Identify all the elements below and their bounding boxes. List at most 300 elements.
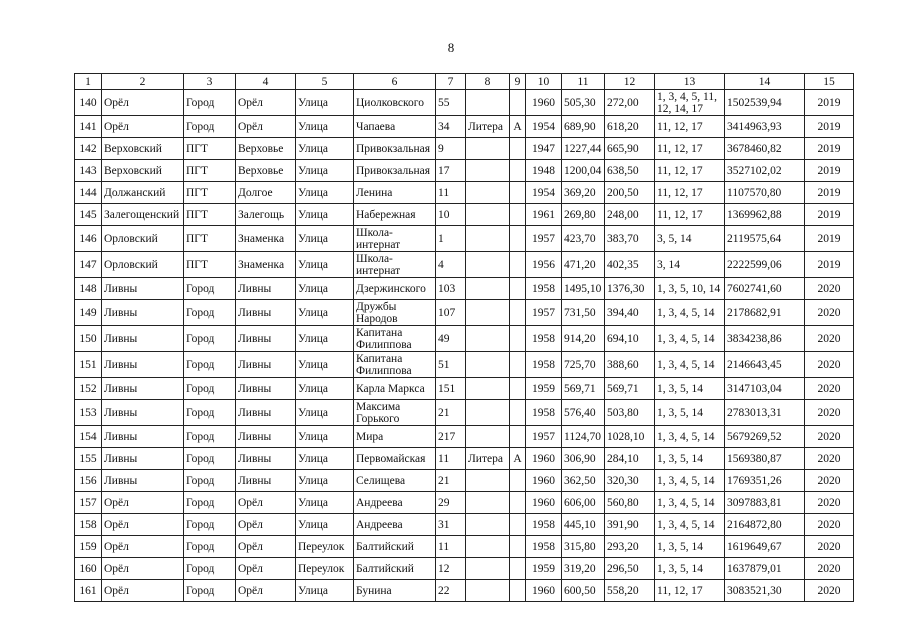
cell-street-name: Балтийский [354, 558, 436, 580]
cell-settlement: Верховье [236, 138, 296, 160]
cell-cost: 2119575,64 [725, 226, 805, 252]
cell-house-number: 49 [436, 326, 466, 352]
cell-settlement: Ливны [236, 400, 296, 426]
cell-settlement-type: Город [184, 400, 236, 426]
cell-house-number: 103 [436, 278, 466, 300]
cell-living-area: 665,90 [605, 138, 655, 160]
cell-row-index: 154 [75, 426, 102, 448]
cell-plan-year: 2019 [805, 226, 854, 252]
cell-settlement-type: Город [184, 580, 236, 602]
cell-plan-year: 2020 [805, 400, 854, 426]
cell-house-number: 10 [436, 204, 466, 226]
cell-district: Орёл [102, 558, 184, 580]
cell-total-area: 600,50 [562, 580, 605, 602]
cell-year-built: 1957 [526, 426, 562, 448]
cell-row-index: 141 [75, 116, 102, 138]
table-row [75, 536, 854, 558]
cell-settlement: Орёл [236, 580, 296, 602]
cell-letter [510, 300, 526, 326]
cell-letter [510, 138, 526, 160]
cell-row-index: 142 [75, 138, 102, 160]
cell-work-types: 1, 3, 4, 5, 11, 12, 14, 17 [655, 90, 725, 116]
cell-letter-label [466, 138, 510, 160]
cell-street-name: Школа-интернат [354, 226, 436, 252]
cell-settlement-type: ПГТ [184, 138, 236, 160]
cell-settlement: Знаменка [236, 226, 296, 252]
cell-settlement-type: Город [184, 492, 236, 514]
page-number: 8 [447, 40, 455, 55]
cell-year-built: 1957 [526, 300, 562, 326]
cell-letter: А [510, 448, 526, 470]
cell-district: Ливны [102, 278, 184, 300]
cell-plan-year: 2020 [805, 580, 854, 602]
cell-house-number: 11 [436, 536, 466, 558]
cell-total-area: 319,20 [562, 558, 605, 580]
cell-district: Ливны [102, 426, 184, 448]
cell-work-types: 1, 3, 5, 14 [655, 558, 725, 580]
cell-living-area: 391,90 [605, 514, 655, 536]
cell-settlement-type: ПГТ [184, 160, 236, 182]
cell-letter-label [466, 580, 510, 602]
cell-house-number: 22 [436, 580, 466, 602]
cell-letter-label [466, 326, 510, 352]
column-number-2: 2 [102, 74, 184, 90]
cell-letter [510, 514, 526, 536]
table-row [75, 160, 854, 182]
cell-settlement-type: Город [184, 514, 236, 536]
cell-district: Ливны [102, 470, 184, 492]
cell-total-area: 1495,10 [562, 278, 605, 300]
cell-work-types: 1, 3, 5, 10, 14 [655, 278, 725, 300]
cell-row-index: 146 [75, 226, 102, 252]
cell-house-number: 11 [436, 182, 466, 204]
cell-house-number: 12 [436, 558, 466, 580]
cell-district: Залегощенский [102, 204, 184, 226]
cell-house-number: 107 [436, 300, 466, 326]
cell-row-index: 140 [75, 90, 102, 116]
cell-letter-label [466, 182, 510, 204]
column-number-4: 4 [236, 74, 296, 90]
column-number-7: 7 [436, 74, 466, 90]
cell-letter [510, 90, 526, 116]
cell-settlement: Орёл [236, 536, 296, 558]
cell-street-type: Улица [296, 378, 354, 400]
cell-settlement: Ливны [236, 426, 296, 448]
cell-row-index: 149 [75, 300, 102, 326]
cell-letter-label [466, 470, 510, 492]
cell-total-area: 569,71 [562, 378, 605, 400]
column-number-6: 6 [354, 74, 436, 90]
cell-row-index: 159 [75, 536, 102, 558]
housing-registry-table [74, 73, 854, 602]
cell-letter [510, 278, 526, 300]
cell-settlement: Орёл [236, 492, 296, 514]
cell-cost: 2146643,45 [725, 352, 805, 378]
cell-living-area: 618,20 [605, 116, 655, 138]
cell-total-area: 1200,04 [562, 160, 605, 182]
column-number-8: 8 [466, 74, 510, 90]
cell-plan-year: 2020 [805, 448, 854, 470]
cell-total-area: 1124,70 [562, 426, 605, 448]
cell-year-built: 1956 [526, 252, 562, 278]
cell-street-type: Улица [296, 492, 354, 514]
cell-total-area: 576,40 [562, 400, 605, 426]
cell-year-built: 1958 [526, 514, 562, 536]
cell-street-name: Максима Горького [354, 400, 436, 426]
table-row [75, 514, 854, 536]
cell-letter [510, 558, 526, 580]
cell-plan-year: 2019 [805, 160, 854, 182]
cell-street-name: Андреева [354, 514, 436, 536]
cell-district: Ливны [102, 400, 184, 426]
cell-district: Орёл [102, 580, 184, 602]
cell-settlement-type: Город [184, 326, 236, 352]
cell-house-number: 29 [436, 492, 466, 514]
cell-year-built: 1948 [526, 160, 562, 182]
cell-work-types: 1, 3, 4, 5, 14 [655, 326, 725, 352]
cell-work-types: 1, 3, 4, 5, 14 [655, 300, 725, 326]
table-row [75, 90, 854, 116]
cell-letter [510, 326, 526, 352]
cell-living-area: 402,35 [605, 252, 655, 278]
cell-cost: 3834238,86 [725, 326, 805, 352]
cell-letter [510, 426, 526, 448]
cell-settlement-type: ПГТ [184, 226, 236, 252]
cell-district: Верховский [102, 138, 184, 160]
cell-street-type: Улица [296, 252, 354, 278]
cell-living-area: 248,00 [605, 204, 655, 226]
cell-cost: 7602741,60 [725, 278, 805, 300]
cell-work-types: 11, 12, 17 [655, 138, 725, 160]
cell-settlement-type: Город [184, 352, 236, 378]
cell-total-area: 423,70 [562, 226, 605, 252]
cell-street-type: Улица [296, 426, 354, 448]
cell-street-name: Андреева [354, 492, 436, 514]
cell-work-types: 3, 14 [655, 252, 725, 278]
cell-settlement-type: ПГТ [184, 182, 236, 204]
cell-house-number: 1 [436, 226, 466, 252]
cell-row-index: 160 [75, 558, 102, 580]
cell-living-area: 320,30 [605, 470, 655, 492]
cell-house-number: 31 [436, 514, 466, 536]
cell-total-area: 269,80 [562, 204, 605, 226]
cell-street-type: Переулок [296, 536, 354, 558]
cell-settlement-type: Город [184, 558, 236, 580]
cell-settlement: Верховье [236, 160, 296, 182]
cell-total-area: 362,50 [562, 470, 605, 492]
column-number-10: 10 [526, 74, 562, 90]
cell-street-type: Улица [296, 226, 354, 252]
cell-settlement-type: Город [184, 378, 236, 400]
cell-work-types: 1, 3, 4, 5, 14 [655, 426, 725, 448]
cell-cost: 3083521,30 [725, 580, 805, 602]
cell-house-number: 55 [436, 90, 466, 116]
cell-letter: А [510, 116, 526, 138]
cell-living-area: 200,50 [605, 182, 655, 204]
cell-district: Орловский [102, 252, 184, 278]
cell-total-area: 725,70 [562, 352, 605, 378]
cell-plan-year: 2020 [805, 278, 854, 300]
cell-work-types: 1, 3, 5, 14 [655, 400, 725, 426]
table-row [75, 448, 854, 470]
cell-row-index: 150 [75, 326, 102, 352]
cell-street-name: Бунина [354, 580, 436, 602]
cell-street-name: Карла Маркса [354, 378, 436, 400]
cell-settlement-type: Город [184, 278, 236, 300]
cell-cost: 3527102,02 [725, 160, 805, 182]
cell-living-area: 383,70 [605, 226, 655, 252]
cell-row-index: 147 [75, 252, 102, 278]
cell-living-area: 293,20 [605, 536, 655, 558]
cell-living-area: 388,60 [605, 352, 655, 378]
cell-work-types: 1, 3, 4, 5, 14 [655, 470, 725, 492]
cell-street-type: Улица [296, 470, 354, 492]
cell-total-area: 369,20 [562, 182, 605, 204]
cell-settlement: Залегощь [236, 204, 296, 226]
cell-letter-label [466, 90, 510, 116]
cell-cost: 3097883,81 [725, 492, 805, 514]
cell-living-area: 272,00 [605, 90, 655, 116]
cell-street-name: Балтийский [354, 536, 436, 558]
table-row [75, 300, 854, 326]
cell-settlement: Орёл [236, 90, 296, 116]
cell-living-area: 503,80 [605, 400, 655, 426]
cell-year-built: 1954 [526, 116, 562, 138]
cell-street-name: Дружбы Народов [354, 300, 436, 326]
cell-cost: 1637879,01 [725, 558, 805, 580]
cell-year-built: 1960 [526, 90, 562, 116]
cell-settlement: Ливны [236, 326, 296, 352]
cell-plan-year: 2019 [805, 116, 854, 138]
cell-cost: 3147103,04 [725, 378, 805, 400]
cell-plan-year: 2019 [805, 204, 854, 226]
cell-year-built: 1960 [526, 448, 562, 470]
cell-street-name: Чапаева [354, 116, 436, 138]
cell-plan-year: 2020 [805, 558, 854, 580]
cell-work-types: 1, 3, 5, 14 [655, 448, 725, 470]
cell-street-type: Улица [296, 278, 354, 300]
cell-street-type: Улица [296, 300, 354, 326]
cell-street-name: Селищева [354, 470, 436, 492]
cell-street-name: Дзержинского [354, 278, 436, 300]
cell-letter-label [466, 160, 510, 182]
cell-work-types: 11, 12, 17 [655, 204, 725, 226]
cell-cost: 1369962,88 [725, 204, 805, 226]
cell-settlement: Ливны [236, 378, 296, 400]
cell-living-area: 638,50 [605, 160, 655, 182]
cell-letter-label [466, 278, 510, 300]
cell-letter [510, 352, 526, 378]
cell-district: Ливны [102, 448, 184, 470]
cell-house-number: 21 [436, 400, 466, 426]
cell-district: Орёл [102, 90, 184, 116]
column-number-3: 3 [184, 74, 236, 90]
cell-street-type: Улица [296, 514, 354, 536]
cell-letter-label [466, 558, 510, 580]
column-number-12: 12 [605, 74, 655, 90]
cell-letter-label [466, 204, 510, 226]
cell-plan-year: 2019 [805, 252, 854, 278]
cell-work-types: 1, 3, 4, 5, 14 [655, 352, 725, 378]
cell-letter [510, 492, 526, 514]
cell-year-built: 1958 [526, 326, 562, 352]
cell-district: Орёл [102, 492, 184, 514]
cell-house-number: 9 [436, 138, 466, 160]
table-row [75, 352, 854, 378]
cell-settlement: Ливны [236, 352, 296, 378]
cell-living-area: 558,20 [605, 580, 655, 602]
cell-street-type: Переулок [296, 558, 354, 580]
cell-plan-year: 2020 [805, 514, 854, 536]
cell-house-number: 217 [436, 426, 466, 448]
cell-settlement: Орёл [236, 116, 296, 138]
cell-row-index: 143 [75, 160, 102, 182]
cell-letter-label [466, 378, 510, 400]
cell-plan-year: 2020 [805, 300, 854, 326]
cell-total-area: 689,90 [562, 116, 605, 138]
cell-letter-label [466, 352, 510, 378]
table-row [75, 558, 854, 580]
cell-work-types: 11, 12, 17 [655, 116, 725, 138]
table-row [75, 492, 854, 514]
cell-letter [510, 252, 526, 278]
cell-letter-label [466, 426, 510, 448]
cell-plan-year: 2020 [805, 378, 854, 400]
cell-street-type: Улица [296, 116, 354, 138]
cell-settlement-type: ПГТ [184, 204, 236, 226]
cell-settlement-type: Город [184, 470, 236, 492]
cell-row-index: 161 [75, 580, 102, 602]
cell-letter-label: Литера [466, 448, 510, 470]
cell-letter-label [466, 514, 510, 536]
cell-year-built: 1959 [526, 558, 562, 580]
cell-letter [510, 400, 526, 426]
cell-cost: 2178682,91 [725, 300, 805, 326]
cell-letter [510, 226, 526, 252]
cell-row-index: 156 [75, 470, 102, 492]
cell-work-types: 1, 3, 4, 5, 14 [655, 514, 725, 536]
cell-settlement: Орёл [236, 514, 296, 536]
column-number-9: 9 [510, 74, 526, 90]
cell-letter-label [466, 226, 510, 252]
table-row [75, 226, 854, 252]
column-number-row [75, 74, 854, 90]
cell-living-area: 1028,10 [605, 426, 655, 448]
cell-settlement-type: ПГТ [184, 252, 236, 278]
cell-letter-label [466, 492, 510, 514]
cell-letter [510, 580, 526, 602]
table-row [75, 470, 854, 492]
column-number-1: 1 [75, 74, 102, 90]
cell-street-name: Мира [354, 426, 436, 448]
cell-row-index: 157 [75, 492, 102, 514]
table-row [75, 580, 854, 602]
cell-cost: 2164872,80 [725, 514, 805, 536]
cell-house-number: 4 [436, 252, 466, 278]
cell-row-index: 148 [75, 278, 102, 300]
cell-cost: 1769351,26 [725, 470, 805, 492]
cell-street-type: Улица [296, 326, 354, 352]
cell-settlement: Ливны [236, 278, 296, 300]
cell-street-name: Школа-интернат [354, 252, 436, 278]
cell-settlement: Долгое [236, 182, 296, 204]
column-number-11: 11 [562, 74, 605, 90]
cell-district: Ливны [102, 300, 184, 326]
cell-letter-label [466, 536, 510, 558]
column-number-15: 15 [805, 74, 854, 90]
cell-cost: 2222599,06 [725, 252, 805, 278]
cell-total-area: 505,30 [562, 90, 605, 116]
cell-district: Ливны [102, 352, 184, 378]
cell-district: Орёл [102, 536, 184, 558]
cell-cost: 3414963,93 [725, 116, 805, 138]
cell-house-number: 51 [436, 352, 466, 378]
cell-work-types: 11, 12, 17 [655, 182, 725, 204]
cell-living-area: 296,50 [605, 558, 655, 580]
cell-street-type: Улица [296, 448, 354, 470]
cell-letter [510, 160, 526, 182]
cell-settlement-type: Город [184, 300, 236, 326]
cell-settlement-type: Город [184, 116, 236, 138]
cell-house-number: 34 [436, 116, 466, 138]
table-row [75, 400, 854, 426]
cell-plan-year: 2020 [805, 352, 854, 378]
cell-total-area: 731,50 [562, 300, 605, 326]
cell-living-area: 569,71 [605, 378, 655, 400]
table-row [75, 278, 854, 300]
cell-work-types: 11, 12, 17 [655, 580, 725, 602]
cell-settlement-type: Город [184, 90, 236, 116]
cell-cost: 1619649,67 [725, 536, 805, 558]
cell-row-index: 151 [75, 352, 102, 378]
cell-plan-year: 2020 [805, 536, 854, 558]
cell-living-area: 1376,30 [605, 278, 655, 300]
cell-total-area: 606,00 [562, 492, 605, 514]
cell-cost: 2783013,31 [725, 400, 805, 426]
table-row [75, 204, 854, 226]
cell-street-type: Улица [296, 580, 354, 602]
cell-street-type: Улица [296, 138, 354, 160]
cell-year-built: 1947 [526, 138, 562, 160]
cell-street-name: Капитана Филиппова [354, 326, 436, 352]
cell-letter-label [466, 300, 510, 326]
table-row [75, 116, 854, 138]
cell-letter [510, 378, 526, 400]
cell-plan-year: 2020 [805, 492, 854, 514]
cell-letter [510, 470, 526, 492]
cell-plan-year: 2020 [805, 470, 854, 492]
cell-row-index: 155 [75, 448, 102, 470]
table-row [75, 182, 854, 204]
cell-settlement-type: Город [184, 448, 236, 470]
cell-street-name: Циолковского [354, 90, 436, 116]
column-number-14: 14 [725, 74, 805, 90]
cell-district: Должанский [102, 182, 184, 204]
cell-street-name: Набережная [354, 204, 436, 226]
cell-settlement-type: Город [184, 536, 236, 558]
cell-street-name: Привокзальная [354, 138, 436, 160]
cell-work-types: 1, 3, 5, 14 [655, 378, 725, 400]
cell-work-types: 1, 3, 5, 14 [655, 536, 725, 558]
table-row [75, 426, 854, 448]
cell-living-area: 560,80 [605, 492, 655, 514]
cell-district: Ливны [102, 326, 184, 352]
cell-year-built: 1958 [526, 400, 562, 426]
cell-living-area: 394,40 [605, 300, 655, 326]
cell-settlement: Орёл [236, 558, 296, 580]
cell-settlement-type: Город [184, 426, 236, 448]
cell-district: Орёл [102, 514, 184, 536]
